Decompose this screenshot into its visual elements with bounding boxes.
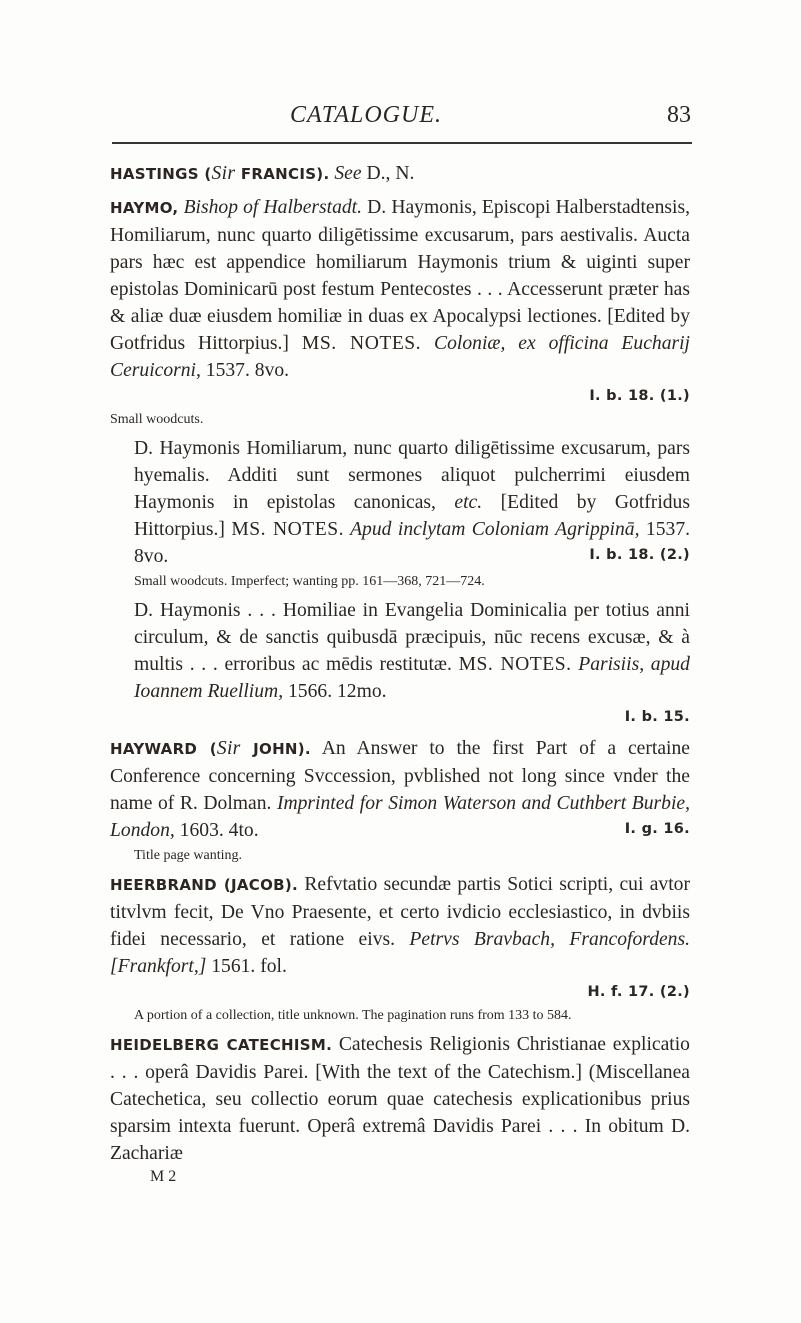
ms-notes: MS. NOTES. <box>458 654 572 675</box>
ms-notes: MS. NOTES. <box>231 519 345 540</box>
entry-note: Small woodcuts. <box>110 412 204 427</box>
entry-hastings <box>110 160 690 188</box>
imprint: Petrvs Bravbach, Francofordens. <box>395 929 691 950</box>
entry-haymo-hyemalis <box>110 435 690 570</box>
entry-text: D. Haymonis . . . Homiliae in Evangelia Dominicalia per totius anni circulum, & de sanctis quibusdā præcipuis, nūc recens excusæ, & à multis . . . erroribus ac mēdis restitutæ. <box>134 600 690 675</box>
heading-surname: HASTINGS <box>110 165 199 183</box>
shelf-mark: I. b. 18. (2.) <box>589 547 690 563</box>
shelf-mark: I. b. 15. <box>624 709 690 725</box>
running-head-title: CATALOGUE. <box>290 102 443 128</box>
page-number: 83 <box>667 102 691 128</box>
see-reference: D., N. <box>361 163 415 184</box>
heading-forename: FRANCIS). <box>235 165 330 183</box>
entry-heading <box>110 165 329 183</box>
etc: etc. <box>454 492 483 513</box>
entry-heading <box>110 740 311 758</box>
entry-heading: HEIDELBERG CATECHISM. <box>110 1036 333 1054</box>
paren: ( <box>204 165 212 183</box>
see-reference-label: See <box>334 163 362 184</box>
shelf-mark: H. f. 17. (2.) <box>587 984 690 1000</box>
entry-text: D. Haymonis, Episcopi Halberstadtensis, Homiliarum, nunc quarto diligētissime excusarum, pars aestivalis. Aucta pars hæc est appendice homiliarum Haymonis trium & uiginti super epistolas Dominicarū post festum Pentecostes . . . Accesserunt præter has & aliæ duæ eiusdem homiliæ in duas ex Apocalypsi lectiones. [Edited by Gotfridus Hittorpius.] <box>110 197 691 354</box>
catalogue-body <box>110 160 690 1187</box>
imprint: Coloniæ, ex officina Eucharij Ceruicorni, <box>110 333 691 381</box>
paren: ( <box>209 740 217 758</box>
entry-note: Small woodcuts. Imperfect; wanting pp. 161—368, 721—724. <box>134 574 485 589</box>
heading-surname: HAYWARD <box>110 740 198 758</box>
entry-haymo-homiliae <box>110 597 690 729</box>
entry-text: Refvtatio secundæ partis Sotici scripti, cui avtor titvlvm fecit, De Vno Praesente, et certo ivdicio ecclesiastico, in dvbiis fidei necessario, et ratione eivs. <box>110 874 690 950</box>
shelf-mark: I. g. 16. <box>624 821 690 837</box>
ms-notes: MS. NOTES. <box>301 333 422 354</box>
imprint: Parisiis, apud Ioannem Ruellium, <box>134 654 690 702</box>
running-head <box>0 102 801 142</box>
shelf-mark: I. b. 18. (1.) <box>589 388 690 404</box>
entry-heading: HAYMO, <box>110 199 179 217</box>
entry-note: A portion of a collection, title unknown. The pagination runs from 133 to 584. <box>134 1008 572 1023</box>
heading-forename: JOHN). <box>240 740 311 758</box>
heading-title: Sir <box>216 738 241 759</box>
imprint-date-format: 1561. fol. <box>206 956 287 977</box>
heading-qualifier: Bishop of Halberstadt. <box>183 197 363 218</box>
imprint: Apud inclytam Coloniam Agrippinā, <box>344 519 640 540</box>
heading-title: Sir <box>211 163 236 184</box>
entry-text: Catechesis Religionis Christianae explicatio . . . operâ Davidis Parei. [With the text of the Catechism.] (Miscellanea Catechetica, seu collectio eorum quae catechesis explicationibus prius sparsim intexta fuerunt. Operâ extremâ Davidis Parei . . . In obitum D. Zachariæ <box>110 1034 690 1164</box>
entry-text: D. Haymonis Homiliarum, nunc quarto diligētissime excusarum, pars hyemalis. Additi sunt sermones aliquot pulcherrimi eiusdem Haymonis in epistolas canonicas, <box>134 438 690 513</box>
entry-note: Title page wanting. <box>134 848 242 863</box>
imprint: Imprinted for Simon Waterson and Cuthbert Burbie, London, <box>110 793 690 841</box>
imprint-date-format: 1537. 8vo. <box>200 360 290 381</box>
entry-text-continued: [Edited by Gotfridus Hittorpius.] <box>134 492 690 540</box>
imprint-date-format: 1566. 12mo. <box>283 681 387 702</box>
imprint-date-format: 1603. 4to. <box>174 820 259 841</box>
signature-mark: M 2 <box>150 1168 177 1185</box>
entry-heidelberg-catechism <box>110 1031 690 1167</box>
header-rule <box>112 142 692 144</box>
entry-hayward <box>110 735 690 844</box>
imprint-place-supplied: [Frankfort,] <box>110 956 207 977</box>
entry-heerbrand <box>110 871 690 1004</box>
entry-haymo <box>110 194 690 408</box>
entry-heading: HEERBRAND (JACOB). <box>110 876 299 894</box>
imprint-date-format: 1537. 8vo. <box>134 519 691 567</box>
entry-text: An Answer to the first Part of a certaine Conference concerning Svccession, pvblished not long since vnder the name of R. Dolman. <box>110 738 690 814</box>
